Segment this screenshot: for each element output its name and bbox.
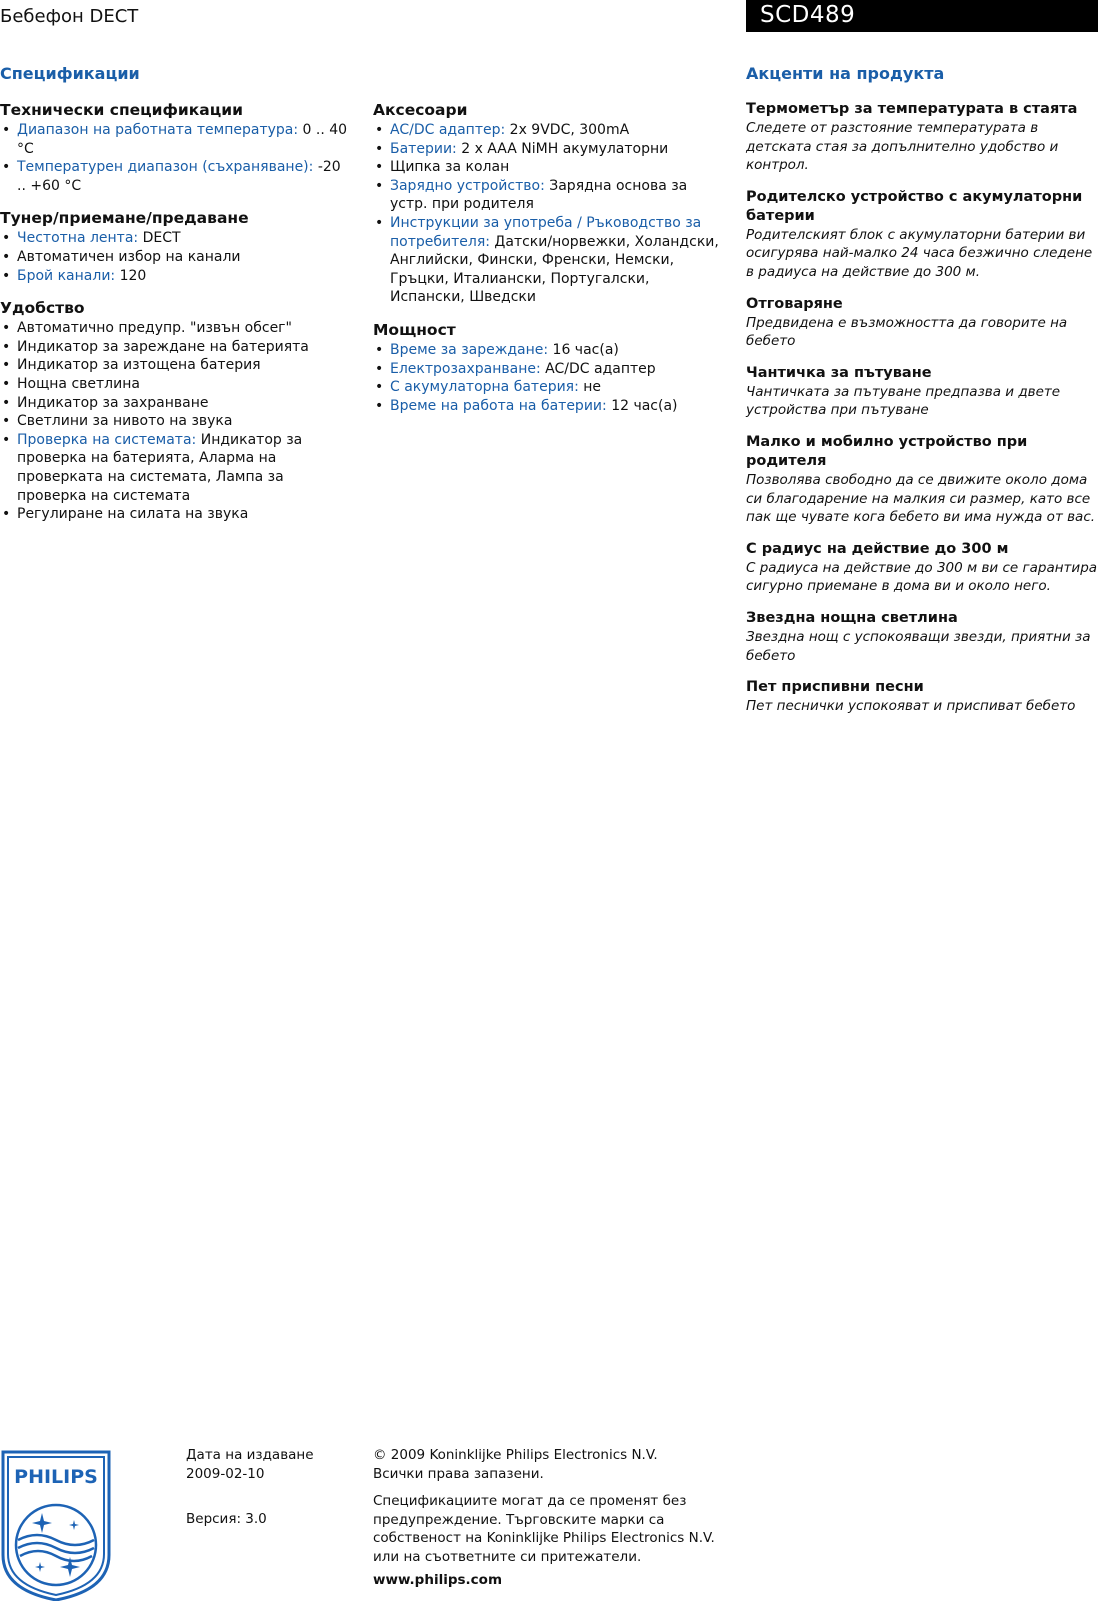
spec-list (373, 341, 725, 415)
highlight-item (746, 540, 1098, 596)
spec-group (0, 100, 352, 195)
spec-item (0, 267, 352, 286)
highlight-title: Термометър за температурата в стаята (746, 101, 1078, 117)
spec-value: 120 (119, 267, 147, 284)
spec-value: AC/DC адаптер (545, 360, 656, 377)
highlight-description: Следете от разстояние температурата в детската стая за допълнително удобство и контрол. (746, 120, 1059, 174)
spec-item (373, 140, 725, 159)
highlight-item (746, 295, 1098, 351)
highlight-description: Звездна нощ с успокояващи звезди, приятни за бебето (746, 628, 1091, 664)
website-link[interactable]: www.philips.com (373, 1572, 503, 1588)
spec-label: Време на работа на батерии: (390, 397, 607, 414)
rights-line: Всички права запазени. (373, 1465, 544, 1482)
spec-value: Индикатор за зареждане на батерията (17, 338, 309, 355)
spec-value: Индикатор за захранване (17, 394, 209, 411)
footer-version: Версия: 3.0 (186, 1511, 267, 1527)
spec-list (0, 121, 352, 195)
highlight-item (746, 100, 1098, 175)
footer-issue-date (186, 1446, 356, 1483)
spec-label: Проверка на системата: (17, 431, 197, 448)
highlight-title: Пет приспивни песни (746, 679, 924, 696)
spec-value: Щипка за колан (390, 159, 510, 176)
spec-value: Автоматичен избор на канали (17, 248, 241, 265)
spec-value: Нощна светлина (17, 375, 140, 392)
highlight-description: Предвидена е възможността да говорите на бебето (746, 314, 1068, 350)
highlight-item (746, 433, 1098, 527)
spec-item (0, 248, 352, 267)
spec-item (373, 177, 725, 214)
specs-column-1 (0, 100, 352, 537)
spec-label: Инструкции за употреба / Ръководство за потребителя: (390, 214, 702, 250)
highlight-item (746, 678, 1098, 716)
spec-value: Индикатор за изтощена батерия (17, 357, 261, 374)
footer-copyright (373, 1446, 733, 1483)
spec-item (373, 158, 725, 177)
highlight-description: Пет песнички успокояват и приспиват бебето (746, 698, 1076, 715)
spec-group-title: Удобство (0, 299, 85, 318)
spec-group-title: Тунер/приемане/предаване (0, 209, 249, 228)
highlights-column (746, 100, 1098, 729)
spec-label: Време за зареждане: (390, 341, 549, 358)
spec-value: Индикатор за проверка на батерията, Аларма на проверката на системата, Лампа за проверка на системата (17, 431, 303, 504)
spec-item (373, 121, 725, 140)
spec-label: Зарядно устройство: (390, 177, 545, 194)
spec-value: -20 .. +60 °C (17, 159, 341, 194)
spec-label: Брой канали: (17, 267, 116, 284)
spec-value: 16 час(а) (552, 341, 619, 358)
specs-column-2 (373, 100, 725, 428)
spec-item (0, 394, 352, 413)
spec-label: Диапазон на работната температура: (17, 122, 299, 138)
spec-value: не (583, 379, 602, 396)
copyright-line: © 2009 Koninklijke Philips Electronics N.V. (373, 1447, 658, 1463)
spec-item (373, 378, 725, 397)
philips-shield-logo-icon (0, 1450, 112, 1601)
spec-group (0, 208, 352, 285)
spec-item (0, 121, 352, 158)
spec-label: Батерии: (390, 140, 457, 157)
spec-label: Температурен диапазон (съхраняване): (17, 159, 314, 176)
footer-notice: Спецификациите могат да се променят без предупреждение. Търговските марки са собственост на Koninklijke Philips Electronics N.V. или на съответните си притежатели. (373, 1493, 715, 1565)
spec-item (0, 356, 352, 375)
spec-label: Честотна лента: (17, 230, 139, 247)
model-number: SCD489 (760, 2, 856, 28)
spec-item (0, 158, 352, 195)
spec-group (373, 320, 725, 415)
highlight-description: Родителският блок с акумулаторни батерии ви осигурява най-малко 24 часа безжично следене в радиуса на действие до 300 м. (746, 226, 1093, 280)
model-bar (746, 0, 1098, 32)
highlight-title: Родителско устройство с акумулаторни батерии (746, 188, 1083, 224)
spec-list (373, 121, 725, 307)
spec-item (373, 341, 725, 360)
spec-value: Регулиране на силата на звука (17, 506, 249, 523)
highlight-description: С радиуса на действие до 300 м ви се гарантира сигурно приемане в дома ви и около него. (746, 559, 1098, 595)
spec-item (0, 319, 352, 338)
logo-text: PHILIPS (14, 1466, 98, 1488)
specifications-heading: Спецификации (0, 64, 140, 83)
spec-list (0, 319, 352, 524)
highlights-heading: Акценти на продукта (746, 64, 945, 83)
spec-value: Светлини за нивото на звука (17, 413, 233, 430)
spec-item (373, 397, 725, 416)
spec-label: Електрозахранване: (390, 360, 541, 377)
spec-item (373, 214, 725, 307)
spec-item (0, 505, 352, 524)
spec-list (0, 229, 352, 285)
issue-date-label: Дата на издаване (186, 1447, 314, 1463)
spec-label: С акумулаторна батерия: (390, 379, 579, 396)
spec-value: 2 x AAA NiMH акумулаторни (461, 140, 669, 157)
spec-value: 12 час(а) (611, 397, 678, 414)
spec-group (373, 100, 725, 307)
highlight-item (746, 188, 1098, 282)
spec-item (0, 431, 352, 505)
spec-group-title: Технически спецификации (0, 101, 243, 119)
highlight-description: Чантичката за пътуване предпазва и двете устройства при пътуване (746, 383, 1061, 419)
document-title: Бебефон DECT (0, 6, 139, 27)
highlight-item (746, 609, 1098, 665)
highlight-title: Отговаряне (746, 295, 843, 312)
spec-item (0, 412, 352, 431)
spec-item (0, 375, 352, 394)
spec-value: 2x 9VDC, 300mA (509, 122, 630, 138)
spec-value: Зарядна основа за устр. при родителя (390, 177, 688, 213)
spec-value: 0 .. 40 °C (17, 122, 348, 157)
spec-value: Автоматично предупр. "извън обсег" (17, 320, 292, 337)
highlight-item (746, 364, 1098, 420)
issue-date-value: 2009-02-10 (186, 1465, 265, 1482)
spec-item (373, 360, 725, 379)
highlight-title: Малко и мобилно устройство при родителя (746, 433, 1028, 469)
spec-label: AC/DC адаптер: (390, 122, 506, 138)
highlight-title: С радиус на действие до 300 м (746, 540, 1009, 557)
highlight-title: Звездна нощна светлина (746, 609, 958, 626)
spec-value: Датски/норвежки, Холандски, Английски, Фински, Френски, Немски, Гръцки, Италиански, Португалски, Испански, Шведски (390, 233, 719, 306)
spec-group (0, 298, 352, 524)
spec-group-title: Аксесоари (373, 101, 468, 119)
spec-item (0, 229, 352, 248)
spec-value: DECT (142, 230, 181, 247)
spec-group-title: Мощност (373, 320, 456, 339)
spec-item (0, 338, 352, 357)
highlight-description: Позволява свободно да се движите около дома си благодарение на малкия си размер, като все пак ще чувате кога бебето ви има нужда от вас. (746, 471, 1096, 526)
highlight-title: Чантичка за пътуване (746, 364, 932, 381)
